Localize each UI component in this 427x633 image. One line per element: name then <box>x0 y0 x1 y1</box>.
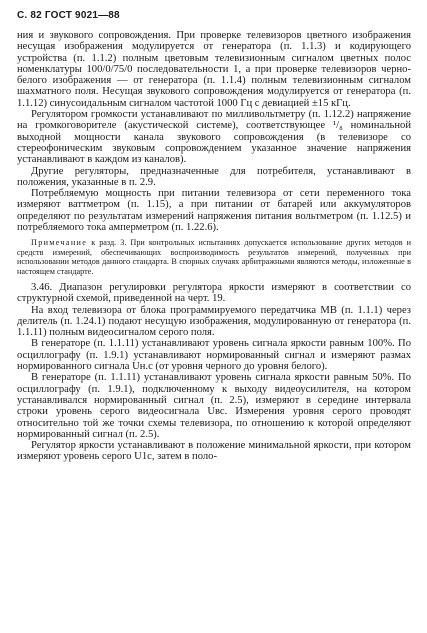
note-label: Примечание <box>31 238 88 248</box>
body-paragraph: Другие регуляторы, предназначенные для потребителя, устанавливают в положения, указанные в п. 2.9. <box>17 165 411 188</box>
body-paragraph: Потребляемую мощность при питании телевизора от сети переменного тока измеряют ваттметром (п. 1.15), а при питании от батарей или аккумуляторов определяют по результатам измерений напряжения питания вольтметром (п. 1.12.5) и потребляемого тока амперметром (п. 1.22.6). <box>17 188 411 234</box>
body-paragraph: В генераторе (п. 1.1.11) устанавливают уровень сигнала яркости равным 100%. По осциллографу (п. 1.9.1) устанавливают нормированный сигнал и измеряют размах нормированного сигнала Uн.с (от уровня черного до уровня белого). <box>17 338 411 373</box>
body-paragraph: На вход телевизора от блока программируемого передатчика МВ (п. 1.1.1) через делитель (п. 1.24.1) подают несущую изображения, модулированную от генератора (п. 1.1.11) полным видеосигналом серого поля. <box>17 304 411 339</box>
note-text: к разд. 3. При контрольных испытаниях допускается использование других методов и средств измерений, обеспечивающих воспроизводимость результатов измерений, полученных при использовании методов данного стандарта. В спорных случаях арбитражными являются методы, изложенные в настоящем стандарте. <box>17 238 411 276</box>
section-paragraph: 3.46. Диапазон регулировки регулятора яркости измеряют в соответствии со структурной схемой, приведенной на черт. 19. <box>17 281 411 305</box>
body-paragraph: Регулятор яркости устанавливают в положение минимальной яркости, при котором измеряют уровень серого U1с, затем в поло- <box>17 440 411 463</box>
note-paragraph <box>17 238 411 276</box>
body-paragraph: В генераторе (п. 1.1.11) устанавливают уровень сигнала яркости равным 50%. По осциллографу (п. 1.9.1), подключенному к выходу видеоусилителя, на котором устанавливался нормированный сигнал (п. 2.5), измеряют в середине интервала строки уровень серого видеосигнала Uвс. Измерения уровня серого проводят относительно той же точки схемы телевизора, по отношению к которой определяют нормированный сигнал (п. 2.5). <box>17 372 411 440</box>
body-paragraph: ния и звукового сопровождения. При проверке телевизоров цветного изображения несущая изображения модулируется от генератора (п. 1.1.3) и кодирующего устройства (п. 1.1.2) полным цветовым телевизионным сигналом цветных полос номенклатуры 100/0/75/0 последовательности 1, а при проверке телевизоров черно-белого изображения — от генератора (п. 1.1.4) полным телевизионным сигналом шахматного поля. Несущая звукового сопровождения модулируется от генератора (п. 1.1.12) синусоидальным сигналом частотой 1000 Гц с девиацией ±15 кГц. <box>17 30 411 109</box>
body-paragraph: Регулятором громкости устанавливают по милливольтметру (п. 1.12.2) напряжение на громкоговорителе (акустической системе), соответствующее ¹/₈ номинальной выходной мощности канала звукового сопровождения (в телевизоре со стереофоническим звуковым сопровождением указанное значение напряжения устанавливают в каждом из каналов). <box>17 109 411 166</box>
page-header: С. 82 ГОСТ 9021—88 <box>17 10 120 21</box>
